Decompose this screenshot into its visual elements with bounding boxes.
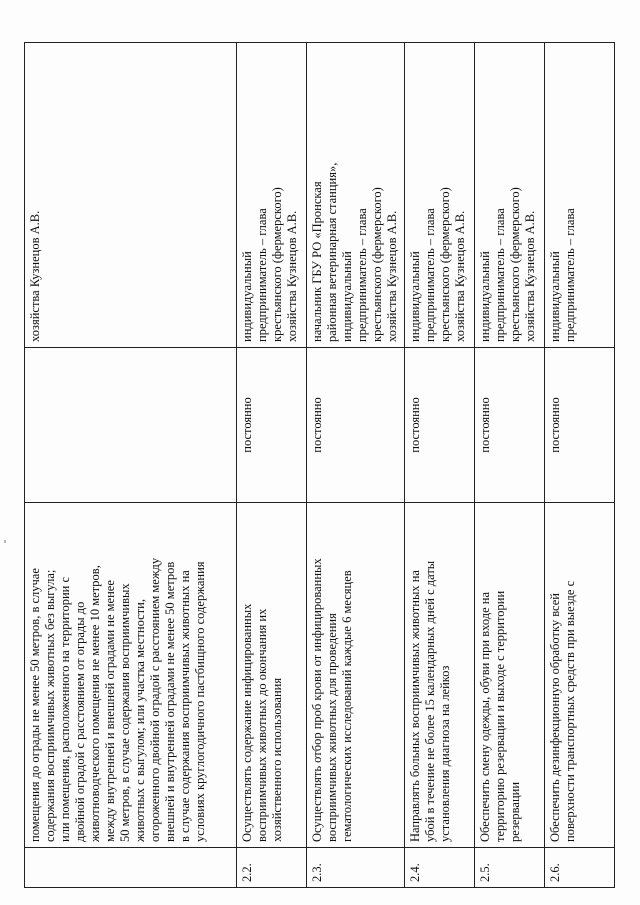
responsible-text-line: предприниматель – глава bbox=[423, 208, 437, 342]
responsible-text-line: районная ветеринарная станция», bbox=[325, 162, 339, 342]
action-cell bbox=[405, 503, 475, 848]
action-cell bbox=[545, 503, 615, 848]
action-text-line: 50 метров, в случае содержания восприимчивых bbox=[118, 583, 132, 842]
action-text-line: между внутренней и внешней оградами не менее bbox=[103, 580, 117, 842]
table-row bbox=[405, 43, 475, 888]
row-number bbox=[25, 848, 237, 888]
responsible-text-line: крестьянского (фермерского) bbox=[370, 187, 384, 342]
responsible-text-line: хозяйства Кузнецов А.В. bbox=[28, 210, 42, 342]
responsible-text-line: предприниматель – глава bbox=[255, 208, 269, 342]
responsible-cell bbox=[237, 43, 307, 348]
responsible-cell bbox=[475, 43, 545, 348]
action-cell bbox=[25, 503, 237, 848]
action-text-line: Осуществлять содержание инфицированных bbox=[240, 603, 254, 842]
row-number: 2.2. bbox=[237, 848, 307, 888]
responsible-text-line: начальник ГБУ РО «Пронская bbox=[310, 181, 324, 342]
action-cell bbox=[307, 503, 405, 848]
responsible-cell bbox=[545, 43, 615, 348]
term-cell: постоянно bbox=[237, 348, 307, 503]
action-text-line: животных с выгулом; или участка местности, bbox=[133, 599, 147, 842]
action-text-line: в случае содержания восприимчивых животных на bbox=[178, 570, 192, 842]
measures-table bbox=[24, 42, 615, 888]
action-text-line: Обеспечить дезинфекционную обработку всей bbox=[548, 593, 562, 842]
responsible-text-line: индивидуальный bbox=[240, 251, 254, 342]
responsible-text-line: крестьянского (фермерского) bbox=[270, 187, 284, 342]
action-text-line: двойной оградой с расстоянием от ограды до bbox=[73, 601, 87, 842]
table-row bbox=[307, 43, 405, 888]
responsible-text-line: хозяйства Кузнецов А.В. bbox=[285, 210, 299, 342]
table-row bbox=[25, 43, 237, 888]
action-text-line: территорию резервации и выходе с территории bbox=[493, 590, 507, 842]
action-text-line: гематологических исследований каждые 6 месяцев bbox=[340, 570, 354, 842]
table-row bbox=[237, 43, 307, 888]
term-cell: постоянно bbox=[545, 348, 615, 503]
row-number: 2.5. bbox=[475, 848, 545, 888]
action-text-line: содержания восприимчивых животных без выгула; bbox=[43, 569, 57, 842]
responsible-text-line: крестьянского (фермерского) bbox=[438, 187, 452, 342]
responsible-cell bbox=[25, 43, 237, 348]
responsible-text-line: индивидуальный bbox=[408, 251, 422, 342]
table-row bbox=[475, 43, 545, 888]
responsible-text-line: индивидуальный bbox=[478, 251, 492, 342]
responsible-text-line: индивидуальный bbox=[340, 251, 354, 342]
responsible-text-line: индивидуальный bbox=[548, 251, 562, 342]
action-text-line: резервации bbox=[508, 781, 522, 842]
action-text-line: Обеспечить смену одежды, обуви при входе на bbox=[478, 591, 492, 842]
term-cell bbox=[25, 348, 237, 503]
action-text-line: восприимчивых животных до окончания их bbox=[255, 608, 269, 842]
action-text-line: хозяйственного использования bbox=[270, 677, 284, 842]
action-text-line: убой в течение не более 15 календарных дней с даты bbox=[423, 560, 437, 842]
action-text-line: внешней и внутренней оградами не менее 50 метров bbox=[163, 561, 177, 842]
action-text-line: помещения до ограды не менее 50 метров, в случае bbox=[28, 568, 42, 842]
term-cell: постоянно bbox=[307, 348, 405, 503]
action-text-line: Осуществлять отбор проб крови от инфицированных bbox=[310, 558, 324, 842]
row-number: 2.6. bbox=[545, 848, 615, 888]
responsible-text-line: крестьянского (фермерского) bbox=[508, 187, 522, 342]
scan-edge-mark bbox=[4, 540, 6, 543]
term-cell: постоянно bbox=[475, 348, 545, 503]
action-text-line: условиях круглогодичного пастбищного содержания bbox=[193, 561, 207, 842]
responsible-text-line: хозяйства Кузнецов А.В. bbox=[523, 210, 537, 342]
row-number: 2.4. bbox=[405, 848, 475, 888]
action-text-line: установления диагноза на лейкоз bbox=[438, 665, 452, 842]
row-number: 2.3. bbox=[307, 848, 405, 888]
action-text-line: восприимчивых животных для проведения bbox=[325, 613, 339, 842]
action-text-line: огороженного двойной оградой с расстоянием между bbox=[148, 557, 162, 842]
action-cell bbox=[475, 503, 545, 848]
responsible-text-line: предприниматель – глава bbox=[493, 208, 507, 342]
rotated-table-container bbox=[24, 43, 614, 888]
responsible-text-line: хозяйства Кузнецов А.В. bbox=[453, 210, 467, 342]
action-text-line: Направлять больных восприимчивых животных на bbox=[408, 570, 422, 842]
table-row bbox=[545, 43, 615, 888]
responsible-text-line: предприниматель – глава bbox=[355, 208, 369, 342]
responsible-cell bbox=[405, 43, 475, 348]
action-text-line: поверхности транспортных средств при выезде с bbox=[563, 580, 577, 842]
term-cell: постоянно bbox=[405, 348, 475, 503]
responsible-cell bbox=[307, 43, 405, 348]
responsible-text-line: хозяйства Кузнецов А.В. bbox=[385, 210, 399, 342]
action-cell bbox=[237, 503, 307, 848]
action-text-line: или помещения, расположенного на территории с bbox=[58, 576, 72, 842]
action-text-line: животноводческого помещения не менее 10 метров, bbox=[88, 565, 102, 842]
responsible-text-line: предприниматель – глава bbox=[563, 208, 577, 342]
